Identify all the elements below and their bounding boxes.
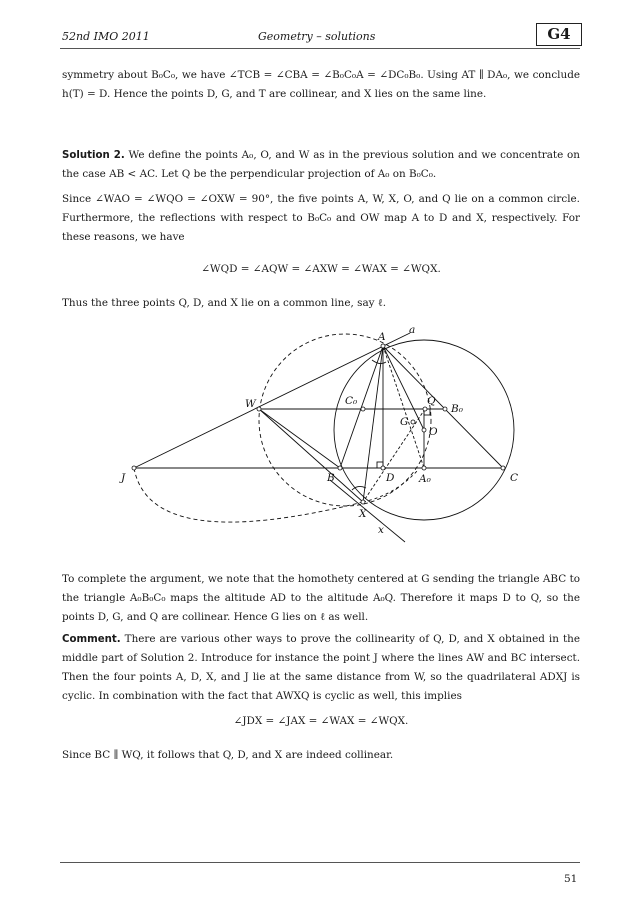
solution-2-paragraph [62, 146, 580, 184]
label-j: J [121, 472, 126, 484]
footer-rule [60, 862, 580, 863]
label-c0: C₀ [345, 395, 358, 407]
median-aa0 [383, 346, 424, 468]
label-a0: A₀ [419, 473, 431, 485]
label-a: A [378, 331, 386, 343]
point-c0 [361, 407, 365, 411]
line-x [330, 480, 405, 542]
tangent-line [134, 333, 410, 468]
point-o [422, 428, 426, 432]
line-wx [259, 409, 363, 502]
label-x: X [359, 508, 367, 520]
header-title: Geometry – solutions [258, 30, 376, 43]
point-a [381, 344, 385, 348]
page-number: 51 [564, 873, 578, 885]
solution-2-label: Solution 2. [62, 150, 125, 161]
point-a0 [422, 466, 426, 470]
label-b0: B₀ [451, 403, 463, 415]
equation-jdx: ∠JDX = ∠JAX = ∠WAX = ∠WQX. [233, 715, 409, 727]
point-q [423, 407, 427, 411]
point-j [132, 466, 136, 470]
label-o: O [429, 426, 438, 438]
label-c: C [510, 472, 519, 484]
label-d: D [386, 472, 395, 484]
problem-badge: G4 [536, 23, 582, 46]
cyclic-points-paragraph: Since ∠WAO = ∠WQO = ∠OXW = 90°, the five points A, W, X, O, and Q lie on a common circle. Furthermore, the reflections with respect to B₀C₀ and OW map A to D and X, respectively. For these reasons, we have [62, 193, 580, 243]
final-paragraph: Since BC ∥ WQ, it follows that Q, D, and X are indeed collinear. [62, 749, 394, 761]
label-w: W [245, 398, 256, 410]
equation-wqd: ∠WQD = ∠AQW = ∠AXW = ∠WAX = ∠WQX. [201, 263, 441, 275]
label-a-lower: a [409, 324, 416, 336]
comment-paragraph [62, 630, 580, 706]
paragraph-continuation: symmetry about B₀C₀, we have ∠TCB = ∠CBA = ∠B₀C₀A = ∠DC₀B₀. Using AT ∥ DA₀, we conclude h(T) = D. Hence the points D, G, and T are collinear, and X lies on the same line. [62, 69, 580, 100]
line-ax [363, 346, 383, 502]
point-x [361, 500, 365, 504]
point-b [338, 466, 342, 470]
point-d [381, 466, 385, 470]
solution-2-text: We define the points A₀, O, and W as in the previous solution and we concentrate on the case AB < AC. Let Q be the perpendicular projection of A₀ on B₀C₀. [62, 149, 580, 180]
label-q: Q [427, 395, 436, 407]
comment-label: Comment. [62, 634, 121, 645]
line-wb [259, 409, 340, 468]
point-w [257, 407, 261, 411]
point-g [411, 420, 415, 424]
label-x-lower: x [378, 524, 384, 536]
comment-text: There are various other ways to prove the collinearity of Q, D, and X obtained in the middle part of Solution 2. Introduce for instance the point J where the lines AW and BC intersect. Then the four points A, D, X, and J lie at the same distance from W, so the quadrilateral ADXJ is cyclic. In combination with the fact that AWXQ is cyclic as well, this implies [62, 633, 580, 702]
geometry-diagram [0, 320, 638, 545]
header-left: 52nd IMO 2011 [62, 30, 150, 43]
label-g: G [400, 416, 409, 428]
header-rule [60, 48, 580, 49]
homothety-paragraph: To complete the argument, we note that the homothety centered at G sending the triangle ABC to the triangle A₀B₀C₀ maps the altitude AD to the altitude A₀Q. Therefore it maps D to Q, so the points D, G, and Q are collinear. Hence G lies on ℓ as well. [62, 573, 580, 623]
line-qdx [363, 409, 425, 502]
point-c [501, 466, 505, 470]
collinear-statement: Thus the three points Q, D, and X lie on a common line, say ℓ. [62, 297, 387, 309]
point-b0 [443, 407, 447, 411]
label-b: B [327, 472, 335, 484]
angle-arc-a [372, 360, 386, 364]
